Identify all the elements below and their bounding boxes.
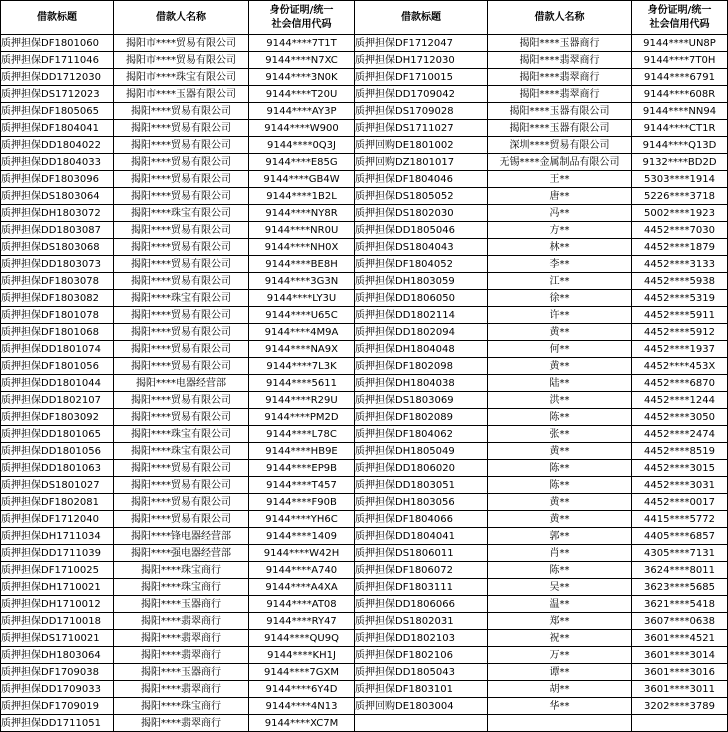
borrower-name-cell: 揭阳****玉器商行 [114,664,249,681]
id-code-cell: 9144****CT1R [632,120,728,137]
borrower-name-cell: 揭阳****珠宝商行 [114,562,249,579]
id-code-cell: 9144****XC7M [249,715,355,732]
loan-title-cell: 质押担保DH1803056 [355,494,488,511]
table-row [1,256,728,273]
borrower-name-cell: 祝** [488,630,632,647]
borrower-name-cell: 揭阳****贸易有限公司 [114,273,249,290]
header-id-code-line1: 身份证明/统一 [269,4,334,16]
table-row [1,69,728,86]
table-row [1,715,728,732]
borrower-name-cell: 肖** [488,545,632,562]
header-borrower-name: 借款人名称 [114,1,249,35]
table-row [1,630,728,647]
loan-title-cell: 质押担保DF1710025 [1,562,114,579]
table-row [1,528,728,545]
borrower-name-cell: 揭阳****贸易有限公司 [114,103,249,120]
borrower-name-cell: 揭阳****贸易有限公司 [114,188,249,205]
borrower-name-cell: 黄** [488,443,632,460]
id-code-cell: 9144****7GXM [249,664,355,681]
id-code-cell: 9144****LY3U [249,290,355,307]
loan-title-cell: 质押担保DF1802098 [355,358,488,375]
table-row [1,511,728,528]
loan-title-cell: 质押担保DF1801078 [1,307,114,324]
borrower-name-cell: 揭阳****贸易有限公司 [114,494,249,511]
loan-title-cell: 质押担保DH1712030 [355,52,488,69]
id-code-cell: 3623****5685 [632,579,728,596]
borrower-name-cell: 揭阳****强电器经营部 [114,545,249,562]
id-code-cell: 9144****NY8R [249,205,355,222]
table-row [1,137,728,154]
loan-title-cell: 质押担保DD1803073 [1,256,114,273]
table-row [1,681,728,698]
borrower-name-cell: 黄** [488,324,632,341]
borrower-name-cell: 揭阳****翡翠商行 [488,52,632,69]
loan-title-cell: 质押担保DS1710021 [1,630,114,647]
borrower-name-cell: 洪** [488,392,632,409]
loan-title-cell: 质押担保DS1805052 [355,188,488,205]
id-code-cell: 9144****U65C [249,307,355,324]
borrower-name-cell: 何** [488,341,632,358]
id-code-cell: 4452****2474 [632,426,728,443]
loan-title-cell: 质押担保DD1801056 [1,443,114,460]
borrower-name-cell: 黄** [488,494,632,511]
table-row [1,596,728,613]
loan-title-cell: 质押担保DF1806072 [355,562,488,579]
borrower-name-cell: 黄** [488,511,632,528]
borrower-name-cell: 温** [488,596,632,613]
loan-title-cell: 质押担保DF1804041 [1,120,114,137]
borrower-name-cell: 郑** [488,613,632,630]
borrower-name-cell: 揭阳****贸易有限公司 [114,137,249,154]
loan-title-cell: 质押担保DF1804052 [355,256,488,273]
id-code-cell: 4452****1879 [632,239,728,256]
id-code-cell: 3624****8011 [632,562,728,579]
loan-title-cell: 质押担保DF1801068 [1,324,114,341]
table-row [1,613,728,630]
borrower-name-cell: 郭** [488,528,632,545]
id-code-cell: 4452****3031 [632,477,728,494]
loan-title-cell: 质押担保DS1802031 [355,613,488,630]
borrower-name-cell: 华** [488,698,632,715]
table-row [1,494,728,511]
id-code-cell: 9144****1B2L [249,188,355,205]
id-code-cell: 4452****6870 [632,375,728,392]
borrower-name-cell: 吴** [488,579,632,596]
borrower-name-cell: 唐** [488,188,632,205]
table-row [1,698,728,715]
loan-title-cell: 质押担保DD1802103 [355,630,488,647]
table-row [1,358,728,375]
table-row [1,103,728,120]
borrower-name-cell: 揭阳****贸易有限公司 [114,154,249,171]
id-code-cell: 9144****RY47 [249,613,355,630]
table-row [1,392,728,409]
id-code-cell: 9144****AY3P [249,103,355,120]
id-code-cell: 4305****7131 [632,545,728,562]
loan-title-cell: 质押担保DH1711034 [1,528,114,545]
id-code-cell: 3621****5418 [632,596,728,613]
id-code-cell: 9144****R29U [249,392,355,409]
id-code-cell: 3601****3011 [632,681,728,698]
id-code-cell: 4452****1937 [632,341,728,358]
loan-title-cell: 质押担保DF1802081 [1,494,114,511]
table-row [1,375,728,392]
table-body [1,35,728,732]
loan-title-cell: 质押担保DH1803064 [1,647,114,664]
loan-title-cell: 质押担保DD1803051 [355,477,488,494]
borrower-name-cell: 揭阳****贸易有限公司 [114,256,249,273]
id-code-cell: 9144****YH6C [249,511,355,528]
id-code-cell: 9144****3G3N [249,273,355,290]
header-id-code-2-line2: 社会信用代码 [649,18,710,30]
borrower-name-cell: 揭阳市****玉器有限公司 [114,86,249,103]
loan-title-cell: 质押担保DF1712040 [1,511,114,528]
borrower-name-cell: 揭阳****玉器有限公司 [488,103,632,120]
id-code-cell: 4452****5911 [632,307,728,324]
loan-title-cell: 质押担保DD1804022 [1,137,114,154]
borrower-name-cell: 揭阳市****珠宝有限公司 [114,69,249,86]
loan-title-cell: 质押担保DS1711027 [355,120,488,137]
borrower-name-cell: 揭阳****贸易有限公司 [114,120,249,137]
borrower-name-cell: 陈** [488,477,632,494]
id-code-cell: 9144****EP9B [249,460,355,477]
id-code-cell: 9144****UN8P [632,35,728,52]
loan-title-cell: 质押担保DD1802094 [355,324,488,341]
loan-title-cell: 质押担保DS1803064 [1,188,114,205]
header-id-code-2 [632,1,728,35]
loan-title-cell: 质押担保DD1801065 [1,426,114,443]
table-row [1,409,728,426]
id-code-cell: 4452****1244 [632,392,728,409]
id-code-cell: 9144****4M9A [249,324,355,341]
borrower-name-cell: 揭阳****翡翠商行 [488,69,632,86]
borrower-name-cell: 揭阳****珠宝商行 [114,579,249,596]
id-code-cell: 9144****N7XC [249,52,355,69]
id-code-cell: 4415****5772 [632,511,728,528]
borrower-name-cell: 揭阳****贸易有限公司 [114,324,249,341]
borrower-name-cell: 陈** [488,409,632,426]
loan-title-cell: 质押担保DF1804066 [355,511,488,528]
borrower-name-cell: 揭阳****锋电器经营部 [114,528,249,545]
loan-title-cell: 质押担保DD1804041 [355,528,488,545]
loan-title-cell: 质押担保DD1711051 [1,715,114,732]
borrower-name-cell: 方** [488,222,632,239]
id-code-cell: 9144****NR0U [249,222,355,239]
borrower-name-cell: 揭阳****珠宝商行 [114,698,249,715]
table-row [1,562,728,579]
id-code-cell: 4452****0017 [632,494,728,511]
borrower-name-cell: 揭阳****翡翠商行 [114,613,249,630]
id-code-cell: 3601****4521 [632,630,728,647]
id-code-cell: 4452****3015 [632,460,728,477]
borrower-name-cell: 王** [488,171,632,188]
borrower-name-cell [488,715,632,732]
loan-title-cell: 质押担保DF1801060 [1,35,114,52]
borrower-name-cell: 揭阳****贸易有限公司 [114,222,249,239]
borrower-name-cell: 陈** [488,460,632,477]
loan-title-cell: 质押担保DS1804043 [355,239,488,256]
id-code-cell: 9144****GB4W [249,171,355,188]
id-code-cell: 9144****NA9X [249,341,355,358]
id-code-cell: 3601****3016 [632,664,728,681]
id-code-cell: 4452****5912 [632,324,728,341]
loan-title-cell: 质押回购DE1801002 [355,137,488,154]
header-id-code-2-line1: 身份证明/统一 [647,4,712,16]
table-row [1,171,728,188]
borrower-name-cell: 揭阳****玉器商行 [488,35,632,52]
table-row [1,188,728,205]
loan-title-cell: 质押担保DD1803087 [1,222,114,239]
borrower-name-cell: 揭阳****翡翠商行 [488,86,632,103]
borrower-name-cell: 江** [488,273,632,290]
table-row [1,324,728,341]
id-code-cell: 9144****T20U [249,86,355,103]
table-row [1,52,728,69]
borrower-name-cell: 揭阳****玉器有限公司 [488,120,632,137]
loan-title-cell: 质押担保DF1802106 [355,647,488,664]
loan-title-cell: 质押担保DH1710021 [1,579,114,596]
loan-title-cell: 质押担保DF1711046 [1,52,114,69]
id-code-cell: 9144****0Q3J [249,137,355,154]
table-row [1,154,728,171]
table-row [1,86,728,103]
id-code-cell: 9144****W42H [249,545,355,562]
loan-title-cell: 质押担保DD1806020 [355,460,488,477]
loan-title-cell: 质押担保DD1802114 [355,307,488,324]
id-code-cell: 9144****KH1J [249,647,355,664]
id-code-cell: 9144****608R [632,86,728,103]
loan-title-cell: 质押担保DD1805043 [355,664,488,681]
borrower-name-cell: 揭阳****贸易有限公司 [114,460,249,477]
id-code-cell: 4452****8519 [632,443,728,460]
loan-title-cell: 质押担保DD1710018 [1,613,114,630]
id-code-cell: 9144****4N13 [249,698,355,715]
id-code-cell: 9144****HB9E [249,443,355,460]
loan-title-cell: 质押担保DS1803068 [1,239,114,256]
loan-title-cell: 质押担保DD1806050 [355,290,488,307]
borrower-name-cell: 陈** [488,562,632,579]
borrower-name-cell: 揭阳****贸易有限公司 [114,409,249,426]
id-code-cell: 9144****F90B [249,494,355,511]
id-code-cell: 4452****3050 [632,409,728,426]
borrower-name-cell: 揭阳****贸易有限公司 [114,358,249,375]
id-code-cell: 9144****AT08 [249,596,355,613]
id-code-cell: 9144****Q13D [632,137,728,154]
borrower-name-cell: 万** [488,647,632,664]
loan-title-cell: 质押回购DZ1801017 [355,154,488,171]
id-code-cell: 9144****7L3K [249,358,355,375]
table-row [1,307,728,324]
loan-title-cell: 质押担保DF1803111 [355,579,488,596]
borrower-name-cell: 揭阳****翡翠商行 [114,715,249,732]
loan-title-cell: 质押担保DF1803101 [355,681,488,698]
table-row [1,120,728,137]
borrower-name-cell: 揭阳****翡翠商行 [114,681,249,698]
loan-title-cell: 质押担保DS1801027 [1,477,114,494]
loan-title-cell: 质押回购DE1803004 [355,698,488,715]
id-code-cell: 9144****E85G [249,154,355,171]
table-header-row [1,1,728,35]
id-code-cell: 4452****3133 [632,256,728,273]
loan-title-cell: 质押担保DD1802107 [1,392,114,409]
borrower-name-cell: 黄** [488,358,632,375]
borrower-name-cell: 揭阳****电器经营部 [114,375,249,392]
id-code-cell: 9144****1409 [249,528,355,545]
borrower-name-cell: 林** [488,239,632,256]
table-row [1,341,728,358]
borrower-name-cell: 揭阳****贸易有限公司 [114,477,249,494]
borrower-name-cell: 揭阳****贸易有限公司 [114,392,249,409]
loan-title-cell: 质押担保DH1710012 [1,596,114,613]
borrower-name-cell: 揭阳****珠宝有限公司 [114,290,249,307]
borrower-name-cell: 揭阳****翡翠商行 [114,630,249,647]
loan-title-cell: 质押担保DH1805049 [355,443,488,460]
loan-title-cell: 质押担保DF1803092 [1,409,114,426]
loan-title-cell: 质押担保DH1804038 [355,375,488,392]
borrower-name-cell: 揭阳****翡翠商行 [114,647,249,664]
id-code-cell: 9144****6Y4D [249,681,355,698]
borrower-name-cell: 揭阳****贸易有限公司 [114,171,249,188]
table-row [1,290,728,307]
borrower-name-cell: 深圳****贸易有限公司 [488,137,632,154]
id-code-cell: 9144****3N0K [249,69,355,86]
id-code-cell: 9144****7T1T [249,35,355,52]
borrower-name-cell: 陆** [488,375,632,392]
loan-title-cell: 质押担保DD1801063 [1,460,114,477]
loan-title-cell: 质押担保DS1709028 [355,103,488,120]
loan-title-cell: 质押担保DD1804033 [1,154,114,171]
loan-title-cell: 质押担保DH1803059 [355,273,488,290]
loan-title-cell: 质押担保DF1710015 [355,69,488,86]
id-code-cell: 4452****453X [632,358,728,375]
table-row [1,647,728,664]
table-row [1,222,728,239]
loan-title-cell: 质押担保DD1712030 [1,69,114,86]
borrower-name-cell: 冯** [488,205,632,222]
header-id-code-line2: 社会信用代码 [271,18,332,30]
loan-title-cell: 质押担保DF1803078 [1,273,114,290]
borrower-name-cell: 揭阳****贸易有限公司 [114,239,249,256]
loan-title-cell: 质押担保DF1712047 [355,35,488,52]
loan-title-cell: 质押担保DF1801056 [1,358,114,375]
borrower-name-cell: 徐** [488,290,632,307]
id-code-cell: 9144****5611 [249,375,355,392]
loan-title-cell [355,715,488,732]
id-code-cell: 9144****L78C [249,426,355,443]
borrower-name-cell: 谭** [488,664,632,681]
header-id-code [249,1,355,35]
id-code-cell: 9144****6791 [632,69,728,86]
table-row [1,205,728,222]
id-code-cell: 4405****6857 [632,528,728,545]
id-code-cell: 3601****3014 [632,647,728,664]
loan-title-cell: 质押担保DS1806011 [355,545,488,562]
loan-title-cell: 质押担保DF1805065 [1,103,114,120]
table-row [1,477,728,494]
table-row [1,443,728,460]
loan-title-cell: 质押担保DF1804046 [355,171,488,188]
id-code-cell: 3202****3789 [632,698,728,715]
table-row [1,664,728,681]
borrower-name-cell: 揭阳****玉器商行 [114,596,249,613]
borrower-name-cell: 张** [488,426,632,443]
id-code-cell [632,715,728,732]
header-loan-title: 借款标题 [1,1,114,35]
id-code-cell: 9144****T457 [249,477,355,494]
loan-title-cell: 质押担保DF1803096 [1,171,114,188]
id-code-cell: 9144****NN94 [632,103,728,120]
table-row [1,426,728,443]
loan-title-cell: 质押担保DS1803069 [355,392,488,409]
table-row [1,239,728,256]
borrower-name-cell: 揭阳市****贸易有限公司 [114,35,249,52]
id-code-cell: 9144****BE8H [249,256,355,273]
borrower-name-cell: 李** [488,256,632,273]
loan-title-cell: 质押担保DS1802030 [355,205,488,222]
loan-title-cell: 质押担保DH1804048 [355,341,488,358]
loan-title-cell: 质押担保DF1803082 [1,290,114,307]
id-code-cell: 9144****NH0X [249,239,355,256]
borrower-name-cell: 揭阳****珠宝有限公司 [114,426,249,443]
loan-title-cell: 质押担保DD1806066 [355,596,488,613]
borrower-name-cell: 揭阳****贸易有限公司 [114,341,249,358]
id-code-cell: 3607****0638 [632,613,728,630]
loan-title-cell: 质押担保DF1802089 [355,409,488,426]
id-code-cell: 9144****W900 [249,120,355,137]
id-code-cell: 9144****PM2D [249,409,355,426]
id-code-cell: 9144****A740 [249,562,355,579]
loan-title-cell: 质押担保DD1709033 [1,681,114,698]
loan-title-cell: 质押担保DF1709038 [1,664,114,681]
id-code-cell: 4452****5938 [632,273,728,290]
loan-title-cell: 质押担保DF1709019 [1,698,114,715]
borrower-name-cell: 胡** [488,681,632,698]
header-borrower-name-2: 借款人名称 [488,1,632,35]
loan-title-cell: 质押担保DD1709042 [355,86,488,103]
loan-title-cell: 质押担保DD1801074 [1,341,114,358]
loan-title-cell: 质押担保DD1805046 [355,222,488,239]
borrower-name-cell: 无锡****金属制品有限公司 [488,154,632,171]
borrower-name-cell: 揭阳****珠宝有限公司 [114,443,249,460]
loan-title-cell: 质押担保DD1801044 [1,375,114,392]
borrower-name-cell: 揭阳市****贸易有限公司 [114,52,249,69]
id-code-cell: 9144****QU9Q [249,630,355,647]
loan-title-cell: 质押担保DH1803072 [1,205,114,222]
id-code-cell: 9144****7T0H [632,52,728,69]
loan-title-cell: 质押担保DF1804062 [355,426,488,443]
table-row [1,460,728,477]
table-row [1,545,728,562]
id-code-cell: 4452****7030 [632,222,728,239]
id-code-cell: 5226****3718 [632,188,728,205]
loan-title-cell: 质押担保DS1712023 [1,86,114,103]
id-code-cell: 5002****1923 [632,205,728,222]
id-code-cell: 9144****A4XA [249,579,355,596]
loan-title-cell: 质押担保DD1711039 [1,545,114,562]
table-row [1,35,728,52]
table-row [1,579,728,596]
id-code-cell: 4452****5319 [632,290,728,307]
borrower-name-cell: 许** [488,307,632,324]
borrower-name-cell: 揭阳****贸易有限公司 [114,307,249,324]
borrower-name-cell: 揭阳****贸易有限公司 [114,511,249,528]
id-code-cell: 9132****BD2D [632,154,728,171]
header-loan-title-2: 借款标题 [355,1,488,35]
id-code-cell: 5303****1914 [632,171,728,188]
table-row [1,273,728,290]
borrower-name-cell: 揭阳****珠宝有限公司 [114,205,249,222]
